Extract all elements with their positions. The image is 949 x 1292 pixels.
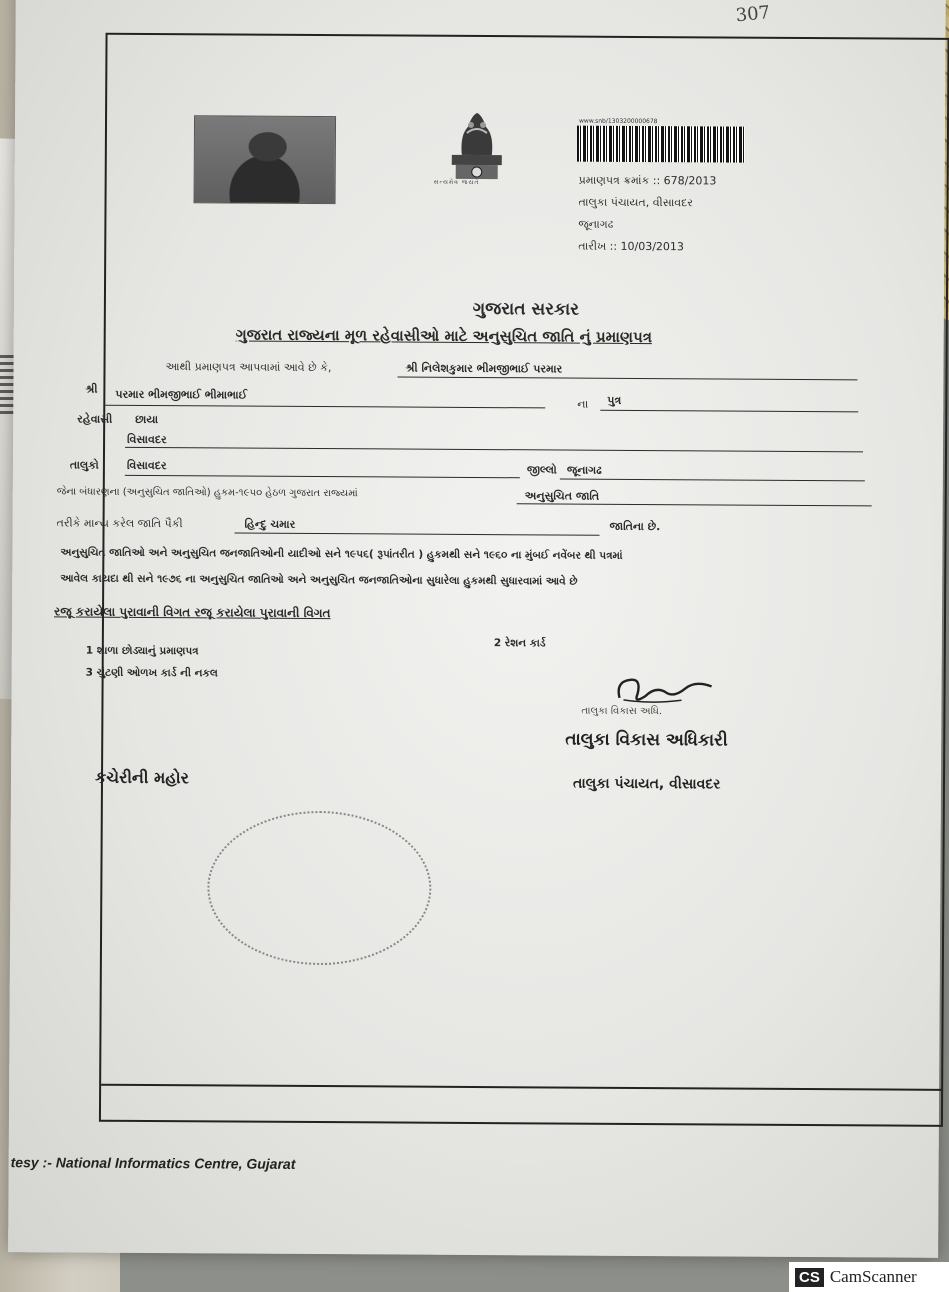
- certificate-meta: [578, 170, 716, 259]
- resident-label: રહેવાસી: [77, 412, 113, 426]
- village-value: વિસાવદર: [127, 432, 167, 447]
- district-label: જીલ્લો: [526, 463, 557, 477]
- caste-suffix: જાતિના છે.: [609, 519, 661, 534]
- name-underline: [397, 377, 857, 381]
- notification-line-1: અનુસુચિત જાતિઓ અને અનુસુચિત જનજાતિઓની યાદીઓ સને ૧૯૫૬( રૂપાંતરીત ) હુકમથી સને ૧૯૬૦ ના મુંબઈ નવેંબર થી પત્રમાં: [60, 546, 623, 562]
- issuer-district: જૂનાગઢ: [578, 217, 614, 231]
- frame-divider: [101, 1084, 941, 1091]
- district-underline: [560, 479, 865, 482]
- barcode: [577, 126, 745, 163]
- father-name: પરમાર ભીમજીભાઈ ભીમાભાઈ: [115, 387, 248, 402]
- signature-stamp-text: તાલુકા વિકાસ અધિ.: [581, 705, 663, 718]
- taluka-label: તાલુકો: [69, 458, 99, 472]
- certificate-title: ગુજરાત રાજ્યના મૂળ રહેવાસીઓ માટે અનુસુચિત જાતિ નું પ્રમાણપત્ર: [235, 325, 653, 347]
- documents-title: રજૂ કરાયેલા પુરાવાની વિગત રજૂ કરાયેલા પુરાવાની વિગત: [53, 604, 331, 621]
- taluka-value: વિસાવદર: [126, 458, 167, 473]
- relation: પુત્ર: [607, 393, 622, 407]
- village-underline: [125, 447, 863, 453]
- holder-name: શ્રી નિલેશકુમાર ભીમજીભાઈ પરમાર: [405, 361, 563, 376]
- caste-underline: [235, 533, 600, 536]
- district-value: જૂનાગઢ: [566, 463, 602, 477]
- constitution-text: જેના બંધારણના (અનુસુચિત જાતિઓ) હુકમ-૧૯૫૦ હેઠળ ગુજરાત રાજ્યમાં: [56, 486, 358, 500]
- government-heading: ગુજરાત સરકાર: [472, 298, 580, 320]
- document-item-1: 1 શાળા છોડ્યાનું પ્રમાણપત્ર: [85, 644, 199, 658]
- signatory-title: તાલુકા વિકાસ અધિકારી: [565, 729, 728, 751]
- document-item-2: 2 રેશન કાર્ડ: [493, 637, 546, 650]
- certificate-number: પ્રમાણપત્ર ક્રમાંક :: 678/2013: [578, 173, 717, 188]
- caste: હિન્દુ ચમાર: [244, 517, 296, 531]
- courtesy-footer: tesy :- National Informatics Centre, Gujarat: [10, 1154, 296, 1172]
- barcode-number: www.snb/1303200000678: [579, 117, 658, 126]
- office-seal: [207, 810, 432, 965]
- certificate-paper: [8, 0, 946, 1258]
- handwritten-note: 307: [734, 2, 772, 27]
- issue-date: તારીખ :: 10/03/2013: [578, 239, 684, 254]
- camscanner-logo-icon: CS: [795, 1268, 824, 1287]
- category: અનુસુચિત જાતિ: [524, 489, 600, 503]
- emblem-caption: સત્યમેવ જયતે: [433, 178, 480, 187]
- taluka-underline: [125, 475, 520, 478]
- office-seal-label: કચેરીની મહોર: [94, 767, 190, 788]
- notification-line-2: આવેલ કાયદા થી સને ૧૯૭૬ ના અનુસુચિત જાતિઓ અને અનુસુચિત જનજાતિઓના સુધારેલા હુકમથી સુધારવામાં આવે છે: [60, 572, 578, 588]
- signatory-place: તાલુકા પંચાયત, વીસાવદર: [572, 775, 721, 793]
- document-item-3: 3 ચુંટણી ઓળખ કાર્ડ ની નકલ: [85, 666, 218, 680]
- recognized-label: તરીકે માન્ય કરેલ જાતિ પૈકી: [56, 516, 183, 531]
- certify-prefix: આથી પ્રમાણપત્ર આપવામાં આવે છે કે,: [165, 360, 332, 375]
- issuer: તાલુકા પંચાયત, વીસાવદર: [578, 195, 694, 210]
- certificate-frame: [10, 33, 949, 1172]
- resident-value: છાયા: [135, 412, 159, 427]
- shri-label: શ્રી: [85, 382, 98, 396]
- camscanner-text: CamScanner: [829, 1267, 917, 1286]
- camscanner-watermark: [789, 1262, 949, 1292]
- father-underline: [105, 405, 545, 409]
- relation-underline: [600, 410, 858, 413]
- applicant-photo: [194, 115, 337, 204]
- na-label: ના: [577, 397, 589, 411]
- category-underline: [517, 503, 872, 506]
- national-emblem-icon: [442, 105, 512, 187]
